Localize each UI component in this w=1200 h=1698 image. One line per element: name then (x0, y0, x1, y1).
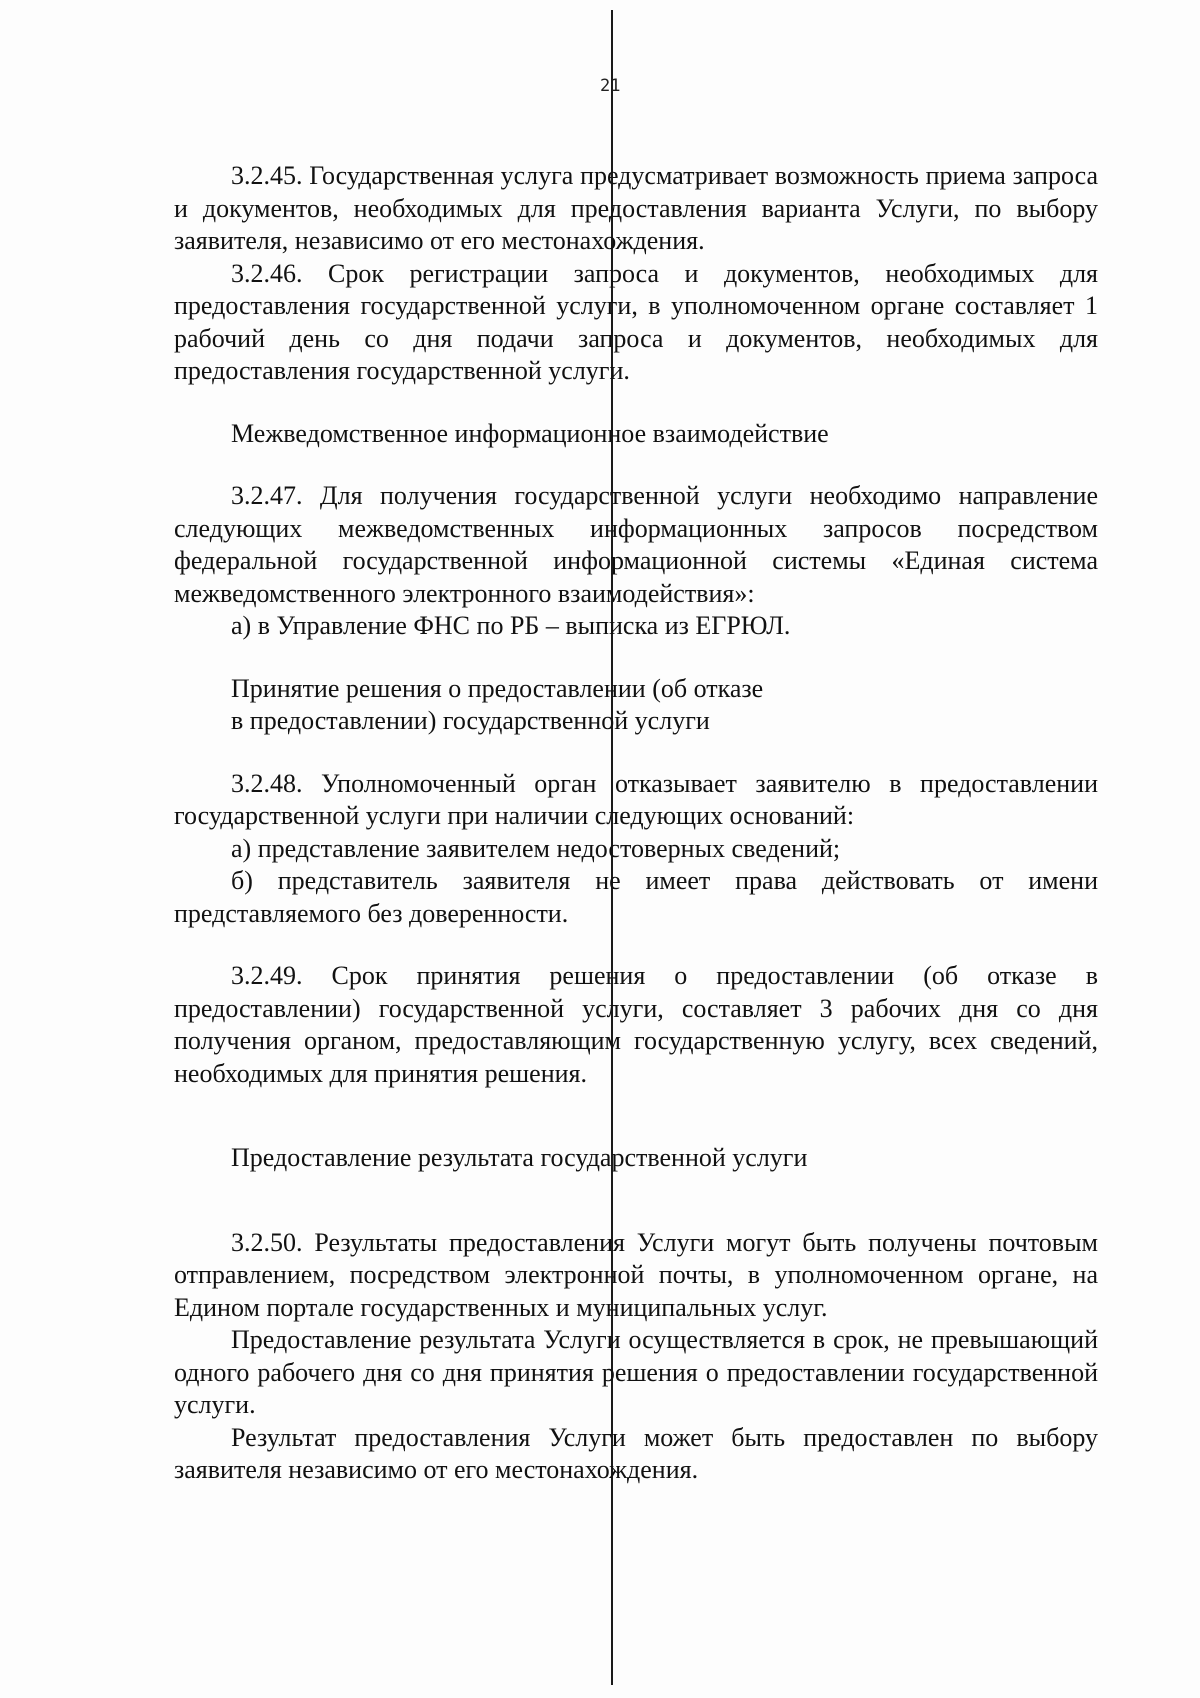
paragraph-3-2-48-b: б) представитель заявителя не имеет права действовать от имени представляемого без доверенности. (174, 866, 1098, 928)
paragraph-3-2-46: 3.2.46. Срок регистрации запроса и документов, необходимых для предоставления государственной услуги, в уполномоченном органе составляет 1 рабочий день со дня подачи запроса и документов, необходимых для предоставления государственной услуги. (174, 258, 1098, 385)
paragraph-3-2-48-a: а) представление заявителем недостоверных сведений; (231, 833, 841, 863)
paragraph-3-2-49: 3.2.49. Срок принятия решения о предоставлении (об отказе в предоставлении) государственной услуги, составляет 3 рабочих дня со дня получения органом, предоставляющим государственную услугу, всех сведений, необходимых для принятия решения. (174, 961, 1098, 1088)
paragraph-result-choice: Результат предоставления Услуги может быть предоставлен по выбору заявителя независимо от его местонахождения. (174, 1422, 1098, 1484)
page-number: 21 (600, 76, 621, 96)
section-heading-result: Предоставление результата государственной услуги (231, 1143, 808, 1172)
paragraph-result-term: Предоставление результата Услуги осуществляется в срок, не превышающий одного рабочего дня со дня принятия решения о предоставлении государственной услуги. (174, 1325, 1098, 1419)
paragraph-3-2-48: 3.2.48. Уполномоченный орган отказывает заявителю в предоставлении государственной услуги при наличии следующих оснований: (174, 768, 1098, 830)
document-body (174, 160, 1098, 1487)
paragraph-3-2-47: 3.2.47. Для получения государственной услуги необходимо направление следующих межведомственных информационных запросов посредством федеральной государственной информационной системы «Единая система межведомственного электронного взаимодействия»: (174, 481, 1098, 608)
paragraph-3-2-47-a: а) в Управление ФНС по РБ – выписка из ЕГРЮЛ. (231, 611, 791, 640)
paragraph-3-2-50: 3.2.50. Результаты предоставления Услуги могут быть получены почтовым отправлением, посредством электронной почты, в уполномоченном органе, на Едином портале государственных и муниципальных услуг. (174, 1227, 1098, 1322)
section-heading-decision-line1: Принятие решения о предоставлении (об отказе (231, 673, 764, 703)
paragraph-3-2-45: 3.2.45. Государственная услуга предусматривает возможность приема запроса и документов, необходимых для предоставления варианта Услуги, по выбору заявителя, независимо от его местонахождения. (174, 161, 1098, 255)
section-heading-decision-line2: в предоставлении) государственной услуги (231, 706, 710, 735)
section-heading-interagency: Межведомственное информационное взаимодействие (231, 418, 829, 448)
